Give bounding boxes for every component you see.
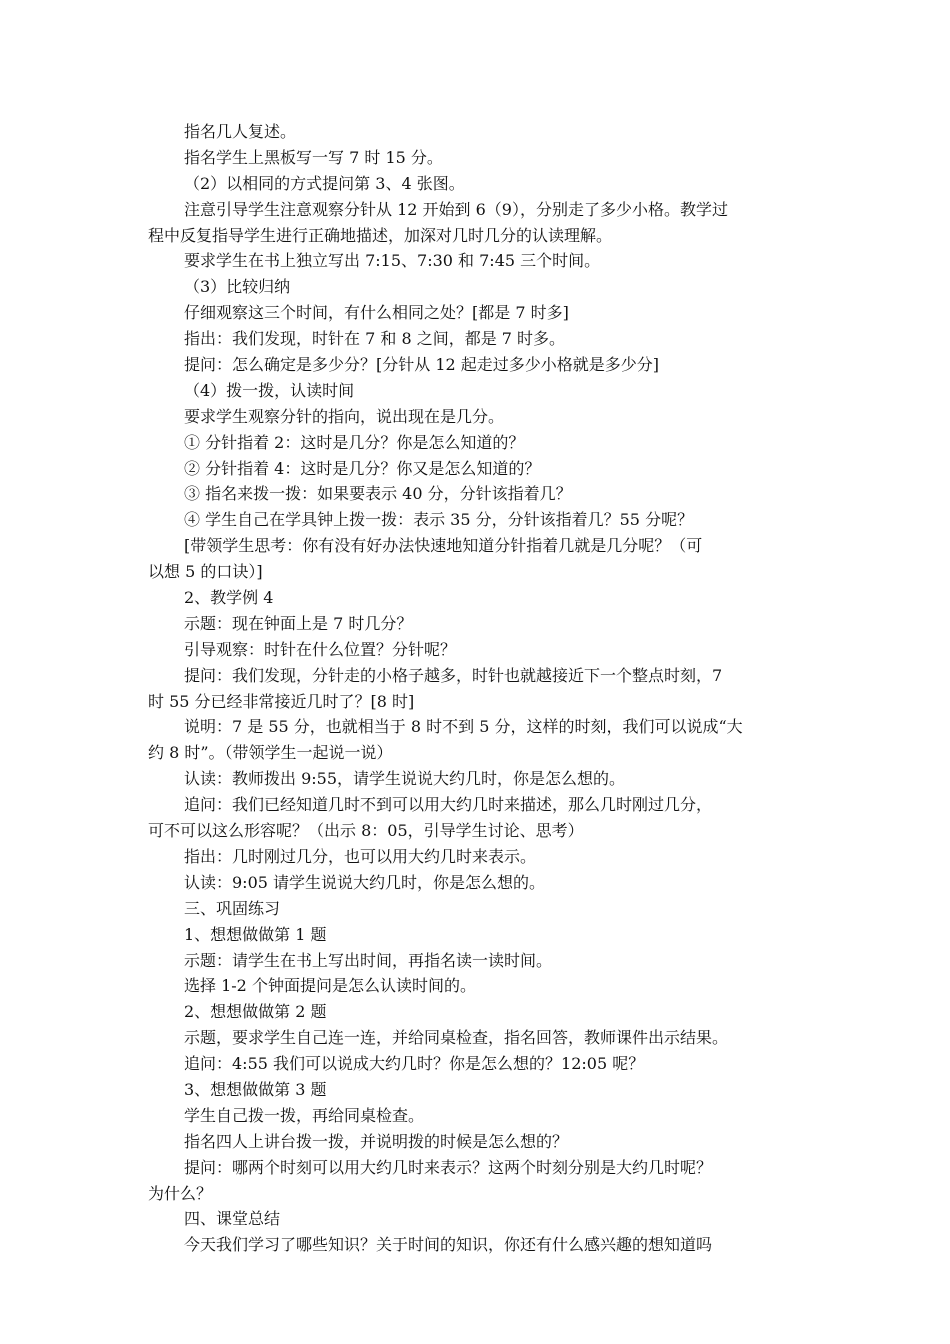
document-body — [148, 119, 808, 1258]
text-line: 提问：我们发现，分针走的小格子越多，时针也就越接近下一个整点时刻，7 — [184, 665, 723, 685]
text-line: ① 分针指着 2：这时是几分？你是怎么知道的？ — [184, 432, 525, 452]
text-line: 时 55 分已经非常接近几时了？[8 时] — [148, 691, 415, 711]
text-line: 2、想想做做第 2 题 — [184, 1002, 327, 1022]
text-line: 引导观察：时针在什么位置？分针呢？ — [184, 639, 457, 659]
text-line: （4）拨一拨，认读时间 — [184, 380, 355, 400]
text-line: 要求学生在书上独立写出 7:15、7:30 和 7:45 三个时间。 — [184, 251, 601, 271]
text-line: 3、想想做做第 3 题 — [184, 1079, 327, 1099]
text-line: 今天我们学习了哪些知识？关于时间的知识，你还有什么感兴趣的想知道吗 — [184, 1235, 713, 1255]
text-line: 以想 5 的口诀）] — [148, 562, 263, 582]
text-line: 为什么？ — [148, 1183, 213, 1203]
text-line: 示题：现在钟面上是 7 时几分？ — [184, 613, 413, 633]
text-line: 学生自己拨一拨，再给同桌检查。 — [184, 1105, 425, 1125]
text-line: 指出：我们发现，时针在 7 和 8 之间，都是 7 时多。 — [184, 329, 566, 349]
text-line: 注意引导学生注意观察分针从 12 开始到 6（9），分别走了多少小格。教学过 — [184, 199, 728, 219]
text-line: 2、教学例 4 — [184, 588, 274, 608]
text-line: （2）以相同的方式提问第 3、4 张图。 — [184, 173, 465, 193]
text-line: 程中反复指导学生进行正确地描述，加深对几时几分的认读理解。 — [148, 225, 613, 245]
text-line: ④ 学生自己在学具钟上拨一拨：表示 35 分，分针该指着几？55 分呢？ — [184, 510, 694, 530]
text-line: 示题：请学生在书上写出时间，再指名读一读时间。 — [184, 950, 553, 970]
text-line: 约 8 时”。（带领学生一起说一说） — [148, 743, 393, 763]
text-line: [带领学生思考：你有没有好办法快速地知道分针指着几就是几分呢？（可 — [184, 536, 703, 556]
text-line: 四、课堂总结 — [184, 1209, 281, 1229]
text-line: ② 分针指着 4：这时是几分？你又是怎么知道的？ — [184, 458, 541, 478]
text-line: 提问：怎么确定是多少分？[分针从 12 起走过多少小格就是多少分] — [184, 355, 660, 375]
text-line: 仔细观察这三个时间，有什么相同之处？[都是 7 时多] — [184, 303, 569, 323]
text-line: 指名学生上黑板写一写 7 时 15 分。 — [184, 147, 443, 167]
text-line: ③ 指名来拨一拨：如果要表示 40 分，分针该指着几？ — [184, 484, 572, 504]
text-line: 选择 1-2 个钟面提问是怎么认读时间的。 — [184, 976, 476, 996]
text-line: 三、巩固练习 — [184, 898, 281, 918]
text-line: 追问：我们已经知道几时不到可以用大约几时来描述，那么几时刚过几分， — [184, 795, 713, 815]
text-line: 指名几人复述。 — [184, 122, 297, 141]
text-line: 1、想想做做第 1 题 — [184, 924, 327, 944]
text-line: （3）比较归纳 — [184, 277, 291, 297]
text-line: 指出：几时刚过几分，也可以用大约几时来表示。 — [184, 846, 537, 866]
text-line: 提问：哪两个时刻可以用大约几时来表示？这两个时刻分别是大约几时呢？ — [184, 1157, 713, 1177]
text-line: 说明：7 是 55 分，也就相当于 8 时不到 5 分，这样的时刻，我们可以说成“大 — [184, 717, 743, 737]
text-line: 可不可以这么形容呢？（出示 8：05，引导学生讨论、思考） — [148, 821, 584, 841]
text-line: 示题，要求学生自己连一连，并给同桌检查，指名回答，教师课件出示结果。 — [184, 1028, 729, 1048]
text-line: 追问：4:55 我们可以说成大约几时？你是怎么想的？12:05 呢？ — [184, 1054, 645, 1074]
text-line: 要求学生观察分针的指向，说出现在是几分。 — [184, 406, 505, 426]
text-line: 认读：教师拨出 9:55，请学生说说大约几时，你是怎么想的。 — [184, 769, 626, 789]
text-line: 指名四人上讲台拨一拨，并说明拨的时候是怎么想的？ — [184, 1131, 569, 1151]
text-line: 认读：9:05 请学生说说大约几时，你是怎么想的。 — [184, 872, 546, 892]
